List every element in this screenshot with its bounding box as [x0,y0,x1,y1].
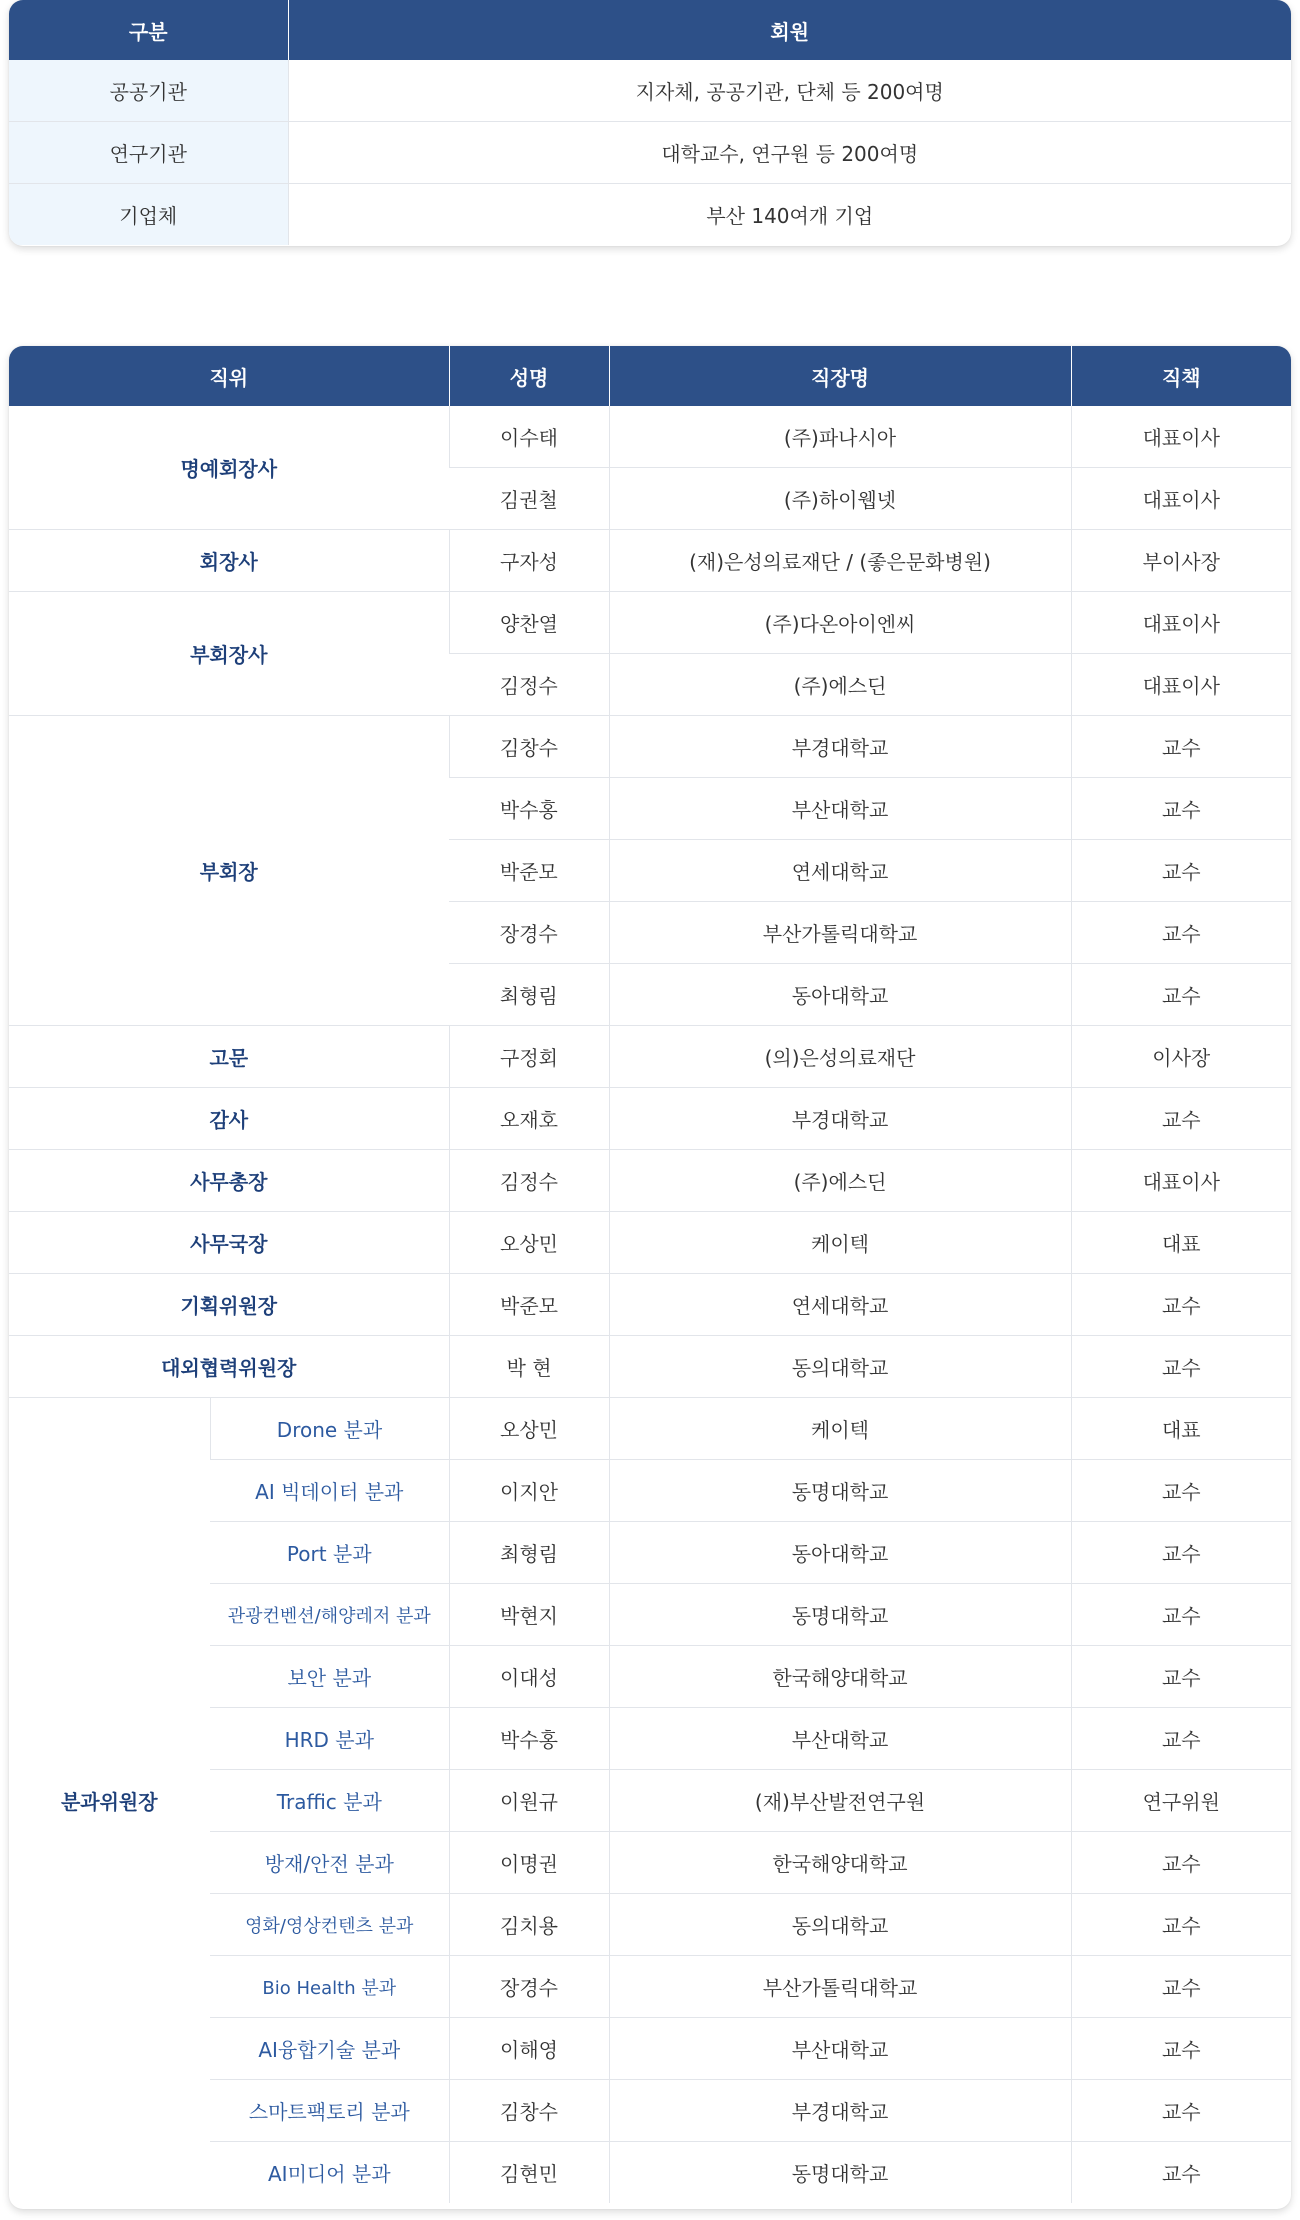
officer-row [9,1026,1291,1088]
person-name: 양찬열 [449,592,609,654]
position-title: 기획위원장 [9,1274,449,1336]
workplace: 한국해양대학교 [609,1832,1071,1894]
person-name: 이원규 [449,1770,609,1832]
division-name: 스마트팩토리 분과 [210,2080,449,2142]
duty: 교수 [1071,2142,1291,2204]
division-name: 보안 분과 [210,1646,449,1708]
member-category: 기업체 [9,184,288,246]
workplace: (주)파나시아 [609,406,1071,468]
workplace: 동명대학교 [609,1460,1071,1522]
header-workplace: 직장명 [609,346,1071,406]
duty: 교수 [1071,1832,1291,1894]
duty: 교수 [1071,2018,1291,2080]
workplace: (재)부산발전연구원 [609,1770,1071,1832]
member-description: 부산 140여개 기업 [288,184,1291,246]
workplace: 부산대학교 [609,2018,1071,2080]
workplace: (주)하이웹넷 [609,468,1071,530]
workplace: 동의대학교 [609,1336,1071,1398]
officers-header-row [9,346,1291,406]
person-name: 장경수 [449,1956,609,2018]
header-members: 회원 [288,0,1291,60]
division-name: Bio Health 분과 [210,1956,449,2018]
workplace: (주)에스딘 [609,1150,1071,1212]
workplace: 케이텍 [609,1212,1071,1274]
workplace: 부경대학교 [609,716,1071,778]
workplace: (의)은성의료재단 [609,1026,1071,1088]
duty: 교수 [1071,1336,1291,1398]
person-name: 김정수 [449,654,609,716]
duty: 대표이사 [1071,654,1291,716]
membership-row [9,184,1291,246]
duty: 교수 [1071,1522,1291,1584]
division-name: 영화/영상컨텐츠 분과 [210,1894,449,1956]
person-name: 최형림 [449,1522,609,1584]
duty: 교수 [1071,1460,1291,1522]
person-name: 박수홍 [449,778,609,840]
officer-row [9,592,1291,654]
officer-row [9,1088,1291,1150]
division-name: Traffic 분과 [210,1770,449,1832]
header-name: 성명 [449,346,609,406]
duty: 대표이사 [1071,592,1291,654]
member-description: 대학교수, 연구원 등 200여명 [288,122,1291,184]
division-name: Drone 분과 [210,1398,449,1460]
membership-row [9,122,1291,184]
duty: 부이사장 [1071,530,1291,592]
division-name: 관광컨벤션/해양레저 분과 [210,1584,449,1646]
committee-title: 분과위원장 [9,1398,210,2204]
member-category: 공공기관 [9,60,288,122]
officer-row [9,406,1291,468]
workplace: 부산대학교 [609,1708,1071,1770]
position-title: 대외협력위원장 [9,1336,449,1398]
position-title: 고문 [9,1026,449,1088]
duty: 교수 [1071,1894,1291,1956]
workplace: 한국해양대학교 [609,1646,1071,1708]
officer-row [9,1274,1291,1336]
position-title: 사무총장 [9,1150,449,1212]
person-name: 김현민 [449,2142,609,2204]
duty: 대표이사 [1071,1150,1291,1212]
person-name: 박준모 [449,1274,609,1336]
committee-row [9,1398,1291,1460]
person-name: 구자성 [449,530,609,592]
header-category: 구분 [9,0,288,60]
person-name: 장경수 [449,902,609,964]
duty: 교수 [1071,1646,1291,1708]
duty: 교수 [1071,1584,1291,1646]
workplace: 부산가톨릭대학교 [609,902,1071,964]
duty: 대표이사 [1071,468,1291,530]
division-name: AI미디어 분과 [210,2142,449,2204]
person-name: 오재호 [449,1088,609,1150]
workplace: 동아대학교 [609,964,1071,1026]
membership-row [9,60,1291,122]
duty: 교수 [1071,778,1291,840]
person-name: 구정회 [449,1026,609,1088]
officers-table [9,346,1291,2203]
membership-header-row [9,0,1291,60]
workplace: 부산가톨릭대학교 [609,1956,1071,2018]
person-name: 박 현 [449,1336,609,1398]
workplace: 부경대학교 [609,1088,1071,1150]
person-name: 김창수 [449,2080,609,2142]
workplace: 동아대학교 [609,1522,1071,1584]
person-name: 김정수 [449,1150,609,1212]
position-title: 부회장사 [9,592,449,716]
division-name: AI융합기술 분과 [210,2018,449,2080]
person-name: 김치용 [449,1894,609,1956]
person-name: 이지안 [449,1460,609,1522]
division-name: HRD 분과 [210,1708,449,1770]
officer-row [9,1212,1291,1274]
person-name: 이대성 [449,1646,609,1708]
workplace: (재)은성의료재단 / (좋은문화병원) [609,530,1071,592]
officer-row [9,716,1291,778]
duty: 대표 [1071,1398,1291,1460]
header-position: 직위 [9,346,449,406]
workplace: 부산대학교 [609,778,1071,840]
header-duty: 직책 [1071,346,1291,406]
workplace: 연세대학교 [609,840,1071,902]
position-title: 회장사 [9,530,449,592]
duty: 교수 [1071,1088,1291,1150]
duty: 교수 [1071,1708,1291,1770]
workplace: (주)다온아이엔씨 [609,592,1071,654]
duty: 대표이사 [1071,406,1291,468]
division-name: Port 분과 [210,1522,449,1584]
person-name: 오상민 [449,1398,609,1460]
workplace: 동명대학교 [609,2142,1071,2204]
officer-row [9,1336,1291,1398]
workplace: 동명대학교 [609,1584,1071,1646]
membership-table [9,0,1291,245]
person-name: 박현지 [449,1584,609,1646]
person-name: 이명권 [449,1832,609,1894]
position-title: 감사 [9,1088,449,1150]
person-name: 이해영 [449,2018,609,2080]
officer-row [9,1150,1291,1212]
person-name: 이수태 [449,406,609,468]
workplace: 부경대학교 [609,2080,1071,2142]
person-name: 김창수 [449,716,609,778]
membership-card [9,0,1291,246]
workplace: 케이텍 [609,1398,1071,1460]
member-description: 지자체, 공공기관, 단체 등 200여명 [288,60,1291,122]
duty: 교수 [1071,716,1291,778]
person-name: 최형림 [449,964,609,1026]
division-name: AI 빅데이터 분과 [210,1460,449,1522]
person-name: 박준모 [449,840,609,902]
duty: 연구위원 [1071,1770,1291,1832]
officer-row [9,530,1291,592]
duty: 교수 [1071,1274,1291,1336]
person-name: 김권철 [449,468,609,530]
workplace: 연세대학교 [609,1274,1071,1336]
position-title: 명예회장사 [180,457,278,481]
duty: 교수 [1071,1956,1291,2018]
person-name: 박수홍 [449,1708,609,1770]
duty: 교수 [1071,902,1291,964]
officers-card [9,346,1291,2209]
workplace: (주)에스딘 [609,654,1071,716]
duty: 교수 [1071,964,1291,1026]
position-title: 부회장 [9,716,449,1026]
duty: 교수 [1071,2080,1291,2142]
duty: 대표 [1071,1212,1291,1274]
division-name: 방재/안전 분과 [210,1832,449,1894]
duty: 교수 [1071,840,1291,902]
position-title: 사무국장 [9,1212,449,1274]
member-category: 연구기관 [9,122,288,184]
workplace: 동의대학교 [609,1894,1071,1956]
duty: 이사장 [1071,1026,1291,1088]
person-name: 오상민 [449,1212,609,1274]
